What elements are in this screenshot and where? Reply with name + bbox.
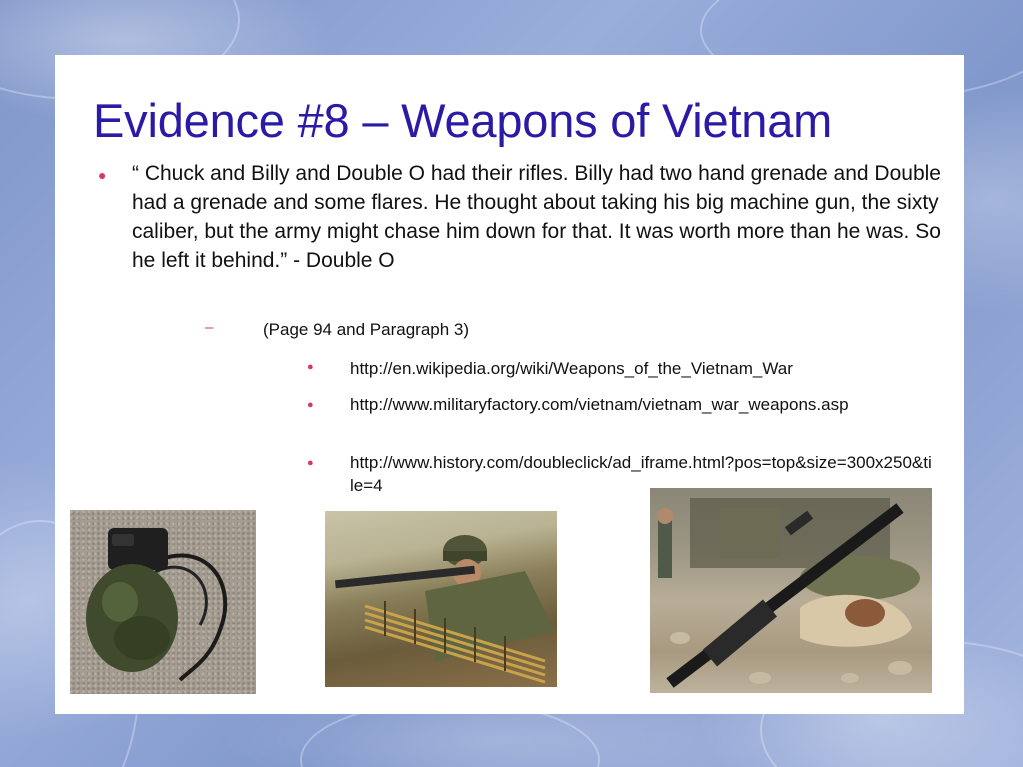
quote-text: “ Chuck and Billy and Double O had their rifles. Billy had two hand grenade and Double had a grenade and some flares. He thought about taking his big machine gun, the sixty caliber, but the army might chase him down for that. It was worth more than he was. So he left it behind.” - Double O [132, 162, 941, 272]
source-link-militaryfactory[interactable]: http://www.militaryfactory.com/vietnam/vietnam_war_weapons.asp [350, 395, 849, 414]
rifle-dog-photo [650, 488, 932, 693]
slide-title: Evidence #8 – Weapons of Vietnam [93, 94, 833, 147]
source-link-history[interactable]: http://www.history.com/doubleclick/ad_iframe.html?pos=top&size=300x250&tile=4 [350, 453, 932, 495]
link-bullet-icon: ● [307, 361, 314, 373]
citation-text: (Page 94 and Paragraph 3) [263, 320, 470, 339]
slide-content-panel [55, 55, 964, 714]
source-link-wikipedia[interactable]: http://en.wikipedia.org/wiki/Weapons_of_the_Vietnam_War [350, 359, 793, 378]
link-bullet-icon: ● [307, 457, 314, 469]
grenade-photo [70, 510, 256, 694]
machine-gunner-photo [325, 511, 557, 687]
citation-dash-icon: – [205, 319, 214, 336]
link-bullet-icon: ● [307, 399, 314, 411]
quote-bullet-icon: ● [98, 167, 107, 183]
